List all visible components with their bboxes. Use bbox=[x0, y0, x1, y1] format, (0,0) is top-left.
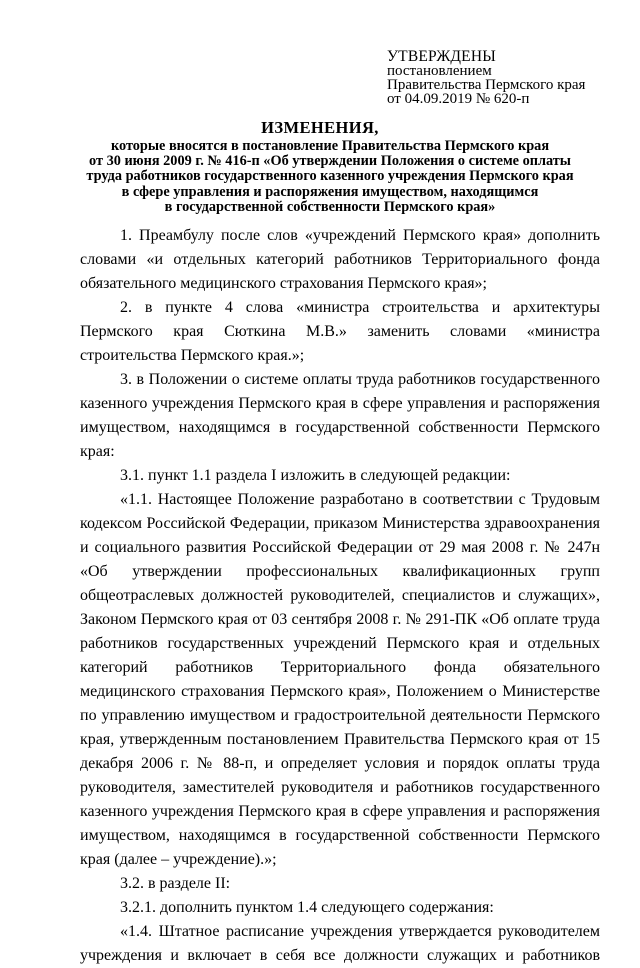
paragraph: «1.4. Штатное расписание учреждения утверждается руководителем учреждения и включает в себя все должности служащих и работников bbox=[80, 923, 600, 964]
approval-block bbox=[387, 50, 585, 106]
document-body bbox=[80, 224, 600, 968]
paragraph: 3.2. в разделе II: bbox=[120, 875, 231, 892]
approval-line: Правительства Пермского края bbox=[387, 77, 586, 93]
approval-line: от 04.09.2019 № 620-п bbox=[387, 91, 530, 107]
paragraph: 3.1. пункт 1.1 раздела I изложить в следующей редакции: bbox=[120, 467, 511, 484]
document-subtitle bbox=[60, 139, 600, 215]
paragraph: «1.1. Настоящее Положение разработано в соответствии с Трудовым кодексом Российской Федерации, приказом Министерства здравоохранения и социального развития Российской Федерации от 29 мая 2008 г. № 247н «Об утверждении профессиональных квалификационных групп общеотраслевых должностей руководителей, специалистов и служащих», Законом Пермского края от 03 сентября 2008 г. № 291-ПК «Об оплате труда работников государственных учреждений Пермского края и отдельных категорий работников Территориального фонда обязательного медицинского страхования Пермского края», Положением о Министерстве по управлению имуществом и градостроительной деятельности Пермского края, утвержденным постановлением Правительства Пермского края от 15 декабря 2006 г. № 88-п, и определяет условия и порядок оплаты труда руководителя, заместителей руководителя и работников государственного казенного учреждения Пермского края в сфере управления и распоряжения имуществом, находящимся в государственной собственности Пермского края (далее – учреждение).»; bbox=[80, 491, 600, 868]
paragraph: 2. в пункте 4 слова «министра строительства и архитектуры Пермского края Сюткина М.В.» заменить словами «министра строительства Пермского края.»; bbox=[80, 299, 600, 364]
subtitle-line: в государственной собственности Пермского края» bbox=[164, 198, 496, 215]
subtitle-line: которые вносятся в постановление Правительства Пермского края bbox=[110, 138, 550, 154]
approval-title: УТВЕРЖДЕНЫ bbox=[387, 48, 496, 65]
subtitle-line: труда работников государственного казенного учреждения Пермского края bbox=[86, 168, 574, 185]
subtitle-line: от 30 июня 2009 г. № 416-п «Об утверждении Положения о системе оплаты bbox=[89, 153, 571, 170]
subtitle-line: в сфере управления и распоряжения имуществом, находящимся bbox=[121, 183, 539, 200]
paragraph: 1. Преамбулу после слов «учреждений Пермского края» дополнить словами «и отдельных категорий работников Территориального фонда обязательного медицинского страхования Пермского края»; bbox=[80, 227, 600, 292]
document-title: ИЗМЕНЕНИЯ, bbox=[261, 118, 379, 137]
paragraph: 3.2.1. дополнить пунктом 1.4 следующего содержания: bbox=[120, 899, 494, 916]
approval-line: постановлением bbox=[387, 63, 492, 79]
paragraph: 3. в Положении о системе оплаты труда работников государственного казенного учреждения Пермского края в сфере управления и распоряжения имуществом, находящимся в государственной собственности Пермского края: bbox=[80, 371, 600, 460]
